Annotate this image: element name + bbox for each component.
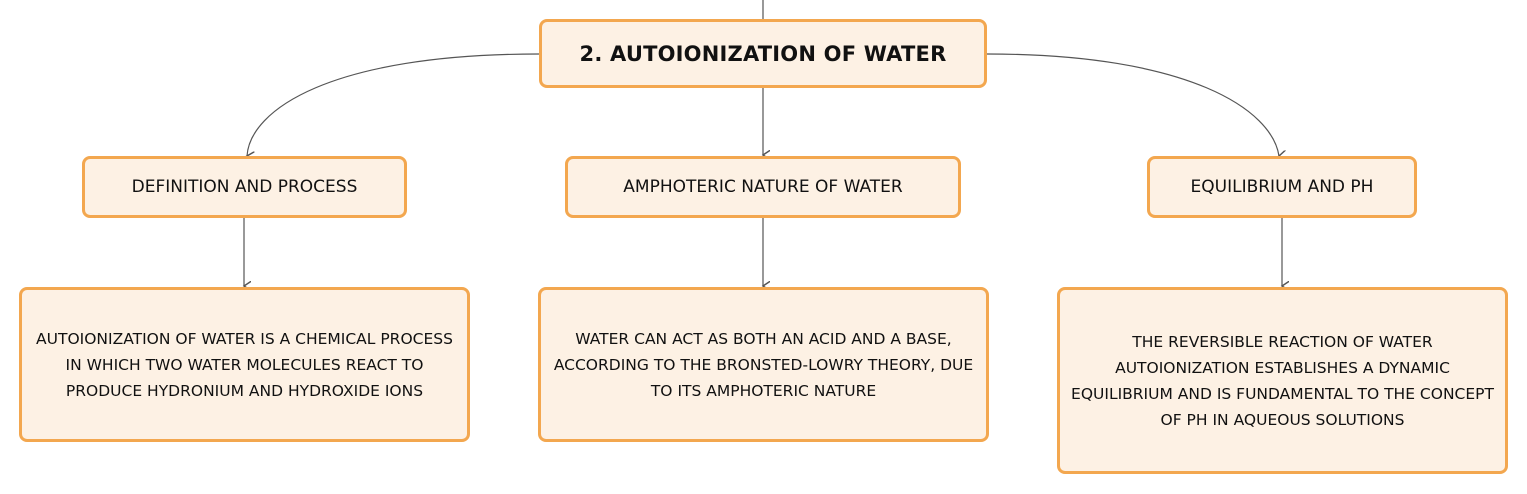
root-node-label: 2. AUTOIONIZATION OF WATER — [579, 41, 947, 66]
branch-node-label: EQUILIBRIUM AND PH — [1190, 177, 1374, 197]
root-node[interactable] — [539, 19, 987, 88]
detail-node-text: WATER CAN ACT AS BOTH AN ACID AND A BASE, ACCORDING TO THE BRONSTED-LOWRY THEORY, DUE TO ITS AMPHOTERIC NATURE — [553, 329, 974, 400]
branch-node-equilibrium[interactable] — [1147, 156, 1417, 218]
detail-node-text: AUTOIONIZATION OF WATER IS A CHEMICAL PROCESS IN WHICH TWO WATER MOLECULES REACT TO PRODUCE HYDRONIUM AND HYDROXIDE IONS — [36, 329, 453, 400]
branch-node-amphoteric[interactable] — [565, 156, 961, 218]
connector-root-to-definition — [247, 54, 539, 156]
branch-node-label: AMPHOTERIC NATURE OF WATER — [623, 177, 903, 197]
connector-root-to-equilibrium — [987, 54, 1279, 156]
detail-node-definition[interactable] — [19, 287, 470, 442]
detail-node-text: THE REVERSIBLE REACTION OF WATER AUTOIONIZATION ESTABLISHES A DYNAMIC EQUILIBRIUM AND IS FUNDAMENTAL TO THE CONCEPT OF PH IN AQUEOUS SOLUTIONS — [1071, 332, 1494, 429]
detail-node-amphoteric[interactable] — [538, 287, 989, 442]
branch-node-definition[interactable] — [82, 156, 407, 218]
branch-node-label: DEFINITION AND PROCESS — [131, 177, 358, 197]
detail-node-equilibrium[interactable] — [1057, 287, 1508, 474]
